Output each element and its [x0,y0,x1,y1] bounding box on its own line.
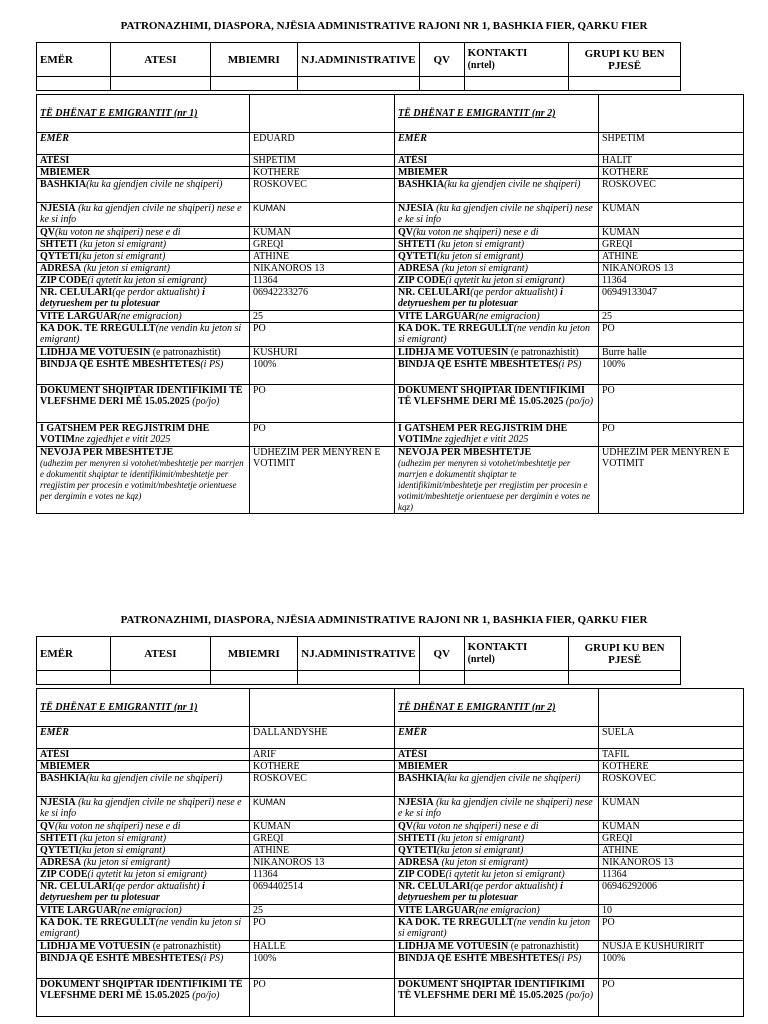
label-qyteti: QYTETI(ku jeton si emigrant) [395,251,599,263]
label-adresa: ADRESA (ku jeton si emigrant) [37,263,250,275]
value-qyteti: ATHINE [250,845,395,857]
label-lidhja: LIDHJA ME VOTUESIN (e patronazhistit) [395,347,599,359]
header-kontakti [464,43,569,77]
label-bindja: BINDJA QË ESHTË MBESHTETES(i PS) [395,359,599,385]
value-adresa: NIKANOROS 13 [250,857,395,869]
header-table [36,42,681,91]
value-shteti: GREQI [250,833,395,845]
label-vite: VITE LARGUAR(ne emigracion) [37,905,250,917]
value-qv: KUMAN [250,227,395,239]
label-qv: QV(ku voton ne shqiperi) nese e di [37,227,250,239]
value-dokument: PO [599,979,744,1017]
header-grupi: GRUPI KU BEN PJESË [569,637,681,671]
label-bashkia: BASHKIA(ku ka gjendjen civile ne shqiperi) [37,773,250,797]
label-lidhja: LIDHJA ME VOTUESIN (e patronazhistit) [37,347,250,359]
blank-cell [599,689,744,727]
header-atesi: ATESI [111,637,211,671]
header-qv: QV [419,637,464,671]
input-qv[interactable] [419,77,464,91]
header-kontakti [464,637,569,671]
header-atesi: ATESI [111,43,211,77]
value-bashkia: ROSKOVEC [250,773,395,797]
label-adresa: ADRESA (ku jeton si emigrant) [395,857,599,869]
label-zip: ZIP CODE(i qytetit ku jeton si emigrant) [37,275,250,287]
value-zip: 11364 [599,869,744,881]
label-qv: QV(ku voton ne shqiperi) nese e di [395,227,599,239]
label-njesia: NJESIA (ku ka gjendjen civile ne shqiperi) nese e ke si info [395,797,599,821]
label-bashkia: BASHKIA(ku ka gjendjen civile ne shqiperi) [37,179,250,203]
page-title: PATRONAZHIMI, DIASPORA, NJËSIA ADMINISTRATIVE RAJONI NR 1, BASHKIA FIER, QARKU FIER [120,614,648,626]
label-njesia: NJESIA (ku ka gjendjen civile ne shqiperi) nese e ke si info [37,203,250,227]
label-dokument: DOKUMENT SHQIPTAR IDENTIFIKIMI TË VLEFSHME DERI MË 15.05.2025 (po/jo) [37,385,250,423]
header-grupi: GRUPI KU BEN PJESË [569,43,681,77]
header-kontakti-label: KONTAKTI [467,641,528,653]
value-atesi: TAFIL [599,749,744,761]
label-lidhja: LIDHJA ME VOTUESIN (e patronazhistit) [37,941,250,953]
value-emer: SHPETIM [599,133,744,155]
value-njesia: KUMAN [599,797,744,821]
label-njesia: NJESIA (ku ka gjendjen civile ne shqiperi) nese e ke si info [37,797,250,821]
value-bashkia: ROSKOVEC [599,179,744,203]
value-shteti: GREQI [250,239,395,251]
label-dok: KA DOK. TE RREGULLT(ne vendin ku jeton si emigrant) [395,323,599,347]
label-nevoja: NEVOJA PER MBESHTETJE (udhezim per menyren si votohet/mbeshtetje per marrjen e dokumentit shqiptar te identifikimit/mbeshtetje per rregjistim per procesin e votimit/mbeshtetje orientuese per dergimin e votes ne kqz) [37,447,250,514]
value-shteti: GREQI [599,239,744,251]
value-mbiemer: KOTHERE [250,167,395,179]
value-dok: PO [599,917,744,941]
value-lidhja: Burre halle [599,347,744,359]
value-zip: 11364 [250,869,395,881]
value-qyteti: ATHINE [599,251,744,263]
input-qv[interactable] [419,671,464,685]
value-bindja: 100% [250,953,395,979]
value-njesia: KUMAN [250,797,395,821]
label-adresa: ADRESA (ku jeton si emigrant) [37,857,250,869]
label-bashkia: BASHKIA(ku ka gjendjen civile ne shqiperi) [395,179,599,203]
label-dokument: DOKUMENT SHQIPTAR IDENTIFIKIMI TË VLEFSHME DERI MË 15.05.2025 (po/jo) [37,979,250,1017]
value-bashkia: ROSKOVEC [599,773,744,797]
value-celulari: 06946292006 [599,881,744,905]
label-emer: EMËR [395,133,599,155]
value-zip: 11364 [599,275,744,287]
value-gatshem: PO [250,423,395,447]
value-qyteti: ATHINE [599,845,744,857]
label-emer: EMËR [395,727,599,749]
label-dokument: DOKUMENT SHQIPTAR IDENTIFIKIMI TË VLEFSHME DERI MË 15.05.2025 (po/jo) [395,979,599,1017]
input-kontakti[interactable] [464,671,569,685]
label-vite: VITE LARGUAR(ne emigracion) [395,311,599,323]
label-shteti: SHTETI (ku jeton si emigrant) [37,833,250,845]
value-mbiemer: KOTHERE [599,761,744,773]
section-title-2: TË DHËNAT E EMIGRANTIT (nr 2) [395,689,599,727]
label-qyteti: QYTETI(ku jeton si emigrant) [37,845,250,857]
value-bindja: 100% [599,359,744,385]
label-zip: ZIP CODE(i qytetit ku jeton si emigrant) [395,869,599,881]
value-dokument: PO [250,979,395,1017]
value-qv: KUMAN [599,227,744,239]
label-bashkia: BASHKIA(ku ka gjendjen civile ne shqiperi) [395,773,599,797]
header-kontakti-label: KONTAKTI [467,47,528,59]
value-zip: 11364 [250,275,395,287]
input-atesi[interactable] [111,77,211,91]
value-lidhja: KUSHURI [250,347,395,359]
label-gatshem: I GATSHEM PER REGJISTRIM DHE VOTIMne zgjedhjet e vitit 2025 [37,423,250,447]
header-qv: QV [419,43,464,77]
header-emer: EMËR [37,43,111,77]
value-nevoja: UDHEZIM PER MENYREN E VOTIMIT [250,447,395,514]
section-title-2: TË DHËNAT E EMIGRANTIT (nr 2) [395,95,599,133]
value-atesi: ARIF [250,749,395,761]
value-qv: KUMAN [250,821,395,833]
label-celulari: NR. CELULARI(qe perdor aktualisht) i detyrueshem per tu plotesuar [395,287,599,311]
value-vite: 25 [599,311,744,323]
input-grupi[interactable] [569,671,681,685]
blank-cell [250,689,395,727]
value-qyteti: ATHINE [250,251,395,263]
input-mbiemri[interactable] [210,671,297,685]
value-dokument: PO [250,385,395,423]
label-qyteti: QYTETI(ku jeton si emigrant) [395,845,599,857]
header-kontakti-sub: (nrtel) [467,60,495,71]
value-emer: SUELA [599,727,744,749]
value-vite: 25 [250,311,395,323]
emigrant-table [36,94,744,514]
input-mbiemri[interactable] [210,77,297,91]
label-emer: EMËR [37,727,250,749]
label-atesi: ATËSI [37,155,250,167]
label-dok: KA DOK. TE RREGULLT(ne vendin ku jeton si emigrant) [37,323,250,347]
label-atesi: ATËSI [395,749,599,761]
input-emer[interactable] [37,671,111,685]
label-mbiemer: MBIEMER [37,761,250,773]
header-kontakti-sub: (nrtel) [467,654,495,665]
value-celulari: 06949133047 [599,287,744,311]
value-bashkia: ROSKOVEC [250,179,395,203]
label-bindja: BINDJA QË ESHTË MBESHTETES(i PS) [37,953,250,979]
value-atesi: SHPETIM [250,155,395,167]
value-njesia: KUMAN [250,203,395,227]
label-celulari: NR. CELULARI(qe perdor aktualisht) i detyrueshem per tu plotesuar [37,881,250,905]
label-celulari: NR. CELULARI(qe perdor aktualisht) i detyrueshem per tu plotesuar [395,881,599,905]
blank-cell [599,95,744,133]
label-zip: ZIP CODE(i qytetit ku jeton si emigrant) [395,275,599,287]
label-njesia: NJESIA (ku ka gjendjen civile ne shqiperi) nese e ke si info [395,203,599,227]
label-gatshem: I GATSHEM PER REGJISTRIM DHE VOTIMne zgjedhjet e vitit 2025 [395,423,599,447]
label-vite: VITE LARGUAR(ne emigracion) [395,905,599,917]
value-bindja: 100% [599,953,744,979]
value-adresa: NIKANOROS 13 [599,857,744,869]
emigrant-table [36,688,744,1017]
label-atesi: ATËSI [395,155,599,167]
label-adresa: ADRESA (ku jeton si emigrant) [395,263,599,275]
label-dokument: DOKUMENT SHQIPTAR IDENTIFIKIMI TË VLEFSHME DERI MË 15.05.2025 (po/jo) [395,385,599,423]
blank-cell [250,95,395,133]
header-mbiemri: MBIEMRI [210,637,297,671]
value-emer: DALLANDYSHE [250,727,395,749]
page-title: PATRONAZHIMI, DIASPORA, NJËSIA ADMINISTRATIVE RAJONI NR 1, BASHKIA FIER, QARKU FIER [120,20,648,32]
value-dokument: PO [599,385,744,423]
label-qv: QV(ku voton ne shqiperi) nese e di [395,821,599,833]
label-bindja: BINDJA QË ESHTË MBESHTETES(i PS) [395,953,599,979]
label-mbiemer: MBIEMER [37,167,250,179]
value-adresa: NIKANOROS 13 [250,263,395,275]
label-atesi: ATËSI [37,749,250,761]
value-bindja: 100% [250,359,395,385]
section-title-1: TË DHËNAT E EMIGRANTIT (nr 1) [37,689,250,727]
input-grupi[interactable] [569,77,681,91]
value-dok: PO [250,323,395,347]
label-nevoja: NEVOJA PER MBESHTETJE (udhezim per menyren si votohet/mbeshtetje per marrjen e dokumentit shqiptar te identifikimit/mbeshtetje per rregjistim per procesin e votimit/mbeshtetje orientuese per dergimin e votes ne kqz) [395,447,599,514]
input-atesi[interactable] [111,671,211,685]
label-qyteti: QYTETI(ku jeton si emigrant) [37,251,250,263]
value-emer: EDUARD [250,133,395,155]
input-emer[interactable] [37,77,111,91]
label-shteti: SHTETI (ku jeton si emigrant) [37,239,250,251]
value-vite: 25 [250,905,395,917]
label-shteti: SHTETI (ku jeton si emigrant) [395,833,599,845]
value-vite: 10 [599,905,744,917]
header-table [36,636,681,685]
value-lidhja: HALLE [250,941,395,953]
value-dok: PO [599,323,744,347]
value-mbiemer: KOTHERE [250,761,395,773]
label-bindja: BINDJA QË ESHTË MBESHTETES(i PS) [37,359,250,385]
input-nj-administrative[interactable] [298,671,420,685]
input-nj-administrative[interactable] [298,77,420,91]
value-njesia: KUMAN [599,203,744,227]
header-nj-administrative: NJ.ADMINISTRATIVE [298,43,420,77]
label-qv: QV(ku voton ne shqiperi) nese e di [37,821,250,833]
label-dok: KA DOK. TE RREGULLT(ne vendin ku jeton si emigrant) [37,917,250,941]
label-celulari: NR. CELULARI(qe perdor aktualisht) i detyrueshem per tu plotesuar [37,287,250,311]
label-mbiemer: MBIEMER [395,761,599,773]
label-dok: KA DOK. TE RREGULLT(ne vendin ku jeton si emigrant) [395,917,599,941]
value-celulari: 06942233276 [250,287,395,311]
value-mbiemer: KOTHERE [599,167,744,179]
input-kontakti[interactable] [464,77,569,91]
value-celulari: 0694402514 [250,881,395,905]
label-emer: EMËR [37,133,250,155]
label-zip: ZIP CODE(i qytetit ku jeton si emigrant) [37,869,250,881]
header-nj-administrative: NJ.ADMINISTRATIVE [298,637,420,671]
header-emer: EMËR [37,637,111,671]
header-mbiemri: MBIEMRI [210,43,297,77]
value-lidhja: NUSJA E KUSHURIRIT [599,941,744,953]
section-title-1: TË DHËNAT E EMIGRANTIT (nr 1) [37,95,250,133]
value-adresa: NIKANOROS 13 [599,263,744,275]
value-shteti: GREQI [599,833,744,845]
label-mbiemer: MBIEMER [395,167,599,179]
value-qv: KUMAN [599,821,744,833]
label-shteti: SHTETI (ku jeton si emigrant) [395,239,599,251]
value-gatshem: PO [599,423,744,447]
label-lidhja: LIDHJA ME VOTUESIN (e patronazhistit) [395,941,599,953]
label-vite: VITE LARGUAR(ne emigracion) [37,311,250,323]
value-nevoja: UDHEZIM PER MENYREN E VOTIMIT [599,447,744,514]
value-dok: PO [250,917,395,941]
value-atesi: HALIT [599,155,744,167]
